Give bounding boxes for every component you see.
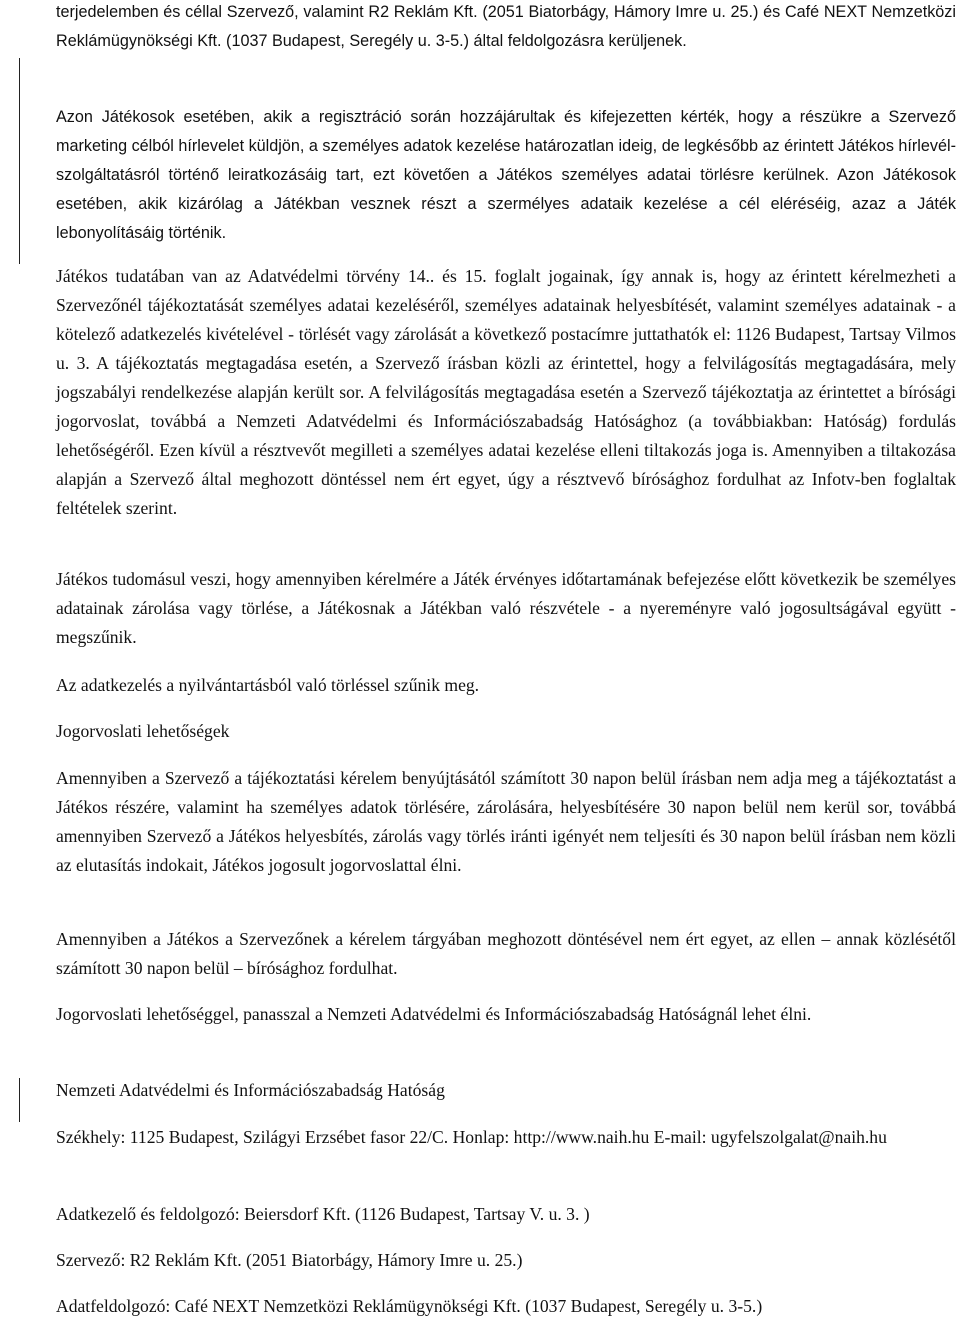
data-processor-line: Adatfeldolgozó: Café NEXT Nemzetközi Reklámügynökségi Kft. (1037 Budapest, Seregély u. 3-5.) (56, 1296, 763, 1316)
paragraph-complaint-authority: Jogorvoslati lehetőséggel, panasszal a Nemzeti Adatvédelmi és Információszabadság Hatóságnál lehet élni. (56, 1004, 812, 1024)
paragraph-early-termination: Játékos tudomásul veszi, hogy amennyiben kérelmére a Játék érvényes időtartamának befejezése előtt következik be személyes adatainak zárolása vagy törlése, a Játékosnak a Játékban való részvétele - a nyereményre való jogosultságával együtt - megszűnik. (56, 569, 956, 647)
paragraph-deletion: Az adatkezelés a nyilvántartásból való törléssel szűnik meg. (56, 675, 480, 695)
heading-legal-remedies: Jogorvoslati lehetőségek (56, 721, 230, 741)
paragraph-remedy-conditions: Amennyiben a Szervező a tájékoztatási kérelem benyújtásától számított 30 napon belül írásban nem adja meg a tájékoztatást a Játékos részére, valamint ha személyes adatok törlésére, zárolására, helyesbítésére 30 napon belül nem kerül sor, továbbá amennyiben Szervező a Játékos helyesbítés, zárolás vagy törlés iránti igényét nem teljesíti és 30 napon belül írásban nem közli az elutasítás indokait, Játékos jogosult jogorvoslattal élni. (56, 768, 956, 875)
paragraph-intro-continuation: terjedelemben és céllal Szervező, valamint R2 Reklám Kft. (2051 Biatorbágy, Hámory Imre u. 25.) és Café NEXT Nemzetközi Reklámügynökségi Kft. (1037 Budapest, Seregély u. 3-5.) által feldolgozásra kerüljenek. (56, 3, 956, 50)
margin-change-bar (19, 58, 20, 264)
margin-change-bar (19, 1078, 20, 1122)
authority-name: Nemzeti Adatvédelmi és Információszabadság Hatóság (56, 1080, 445, 1100)
paragraph-newsletter-retention: Azon Játékosok esetében, akik a regisztráció során hozzájárultak és kifejezetten kérték, hogy a részükre a Szervező marketing célból hírlevelet küldjön, a személyes adatok kezelése határozatlan ideig, de legkésőbb az érintett Játékos hírlevél-szolgáltatásról történő leiratkozásáig tart, ezt követően a Játékos személyes adatai törlésre kerülnek. Azon Játékosok esetében, akik kizárólag a Játékban vesznek részt a szermélyes adataik kezelése a cél eléréséig, azaz a Játék lebonyolításáig történik. (56, 108, 956, 242)
paragraph-player-rights: Játékos tudatában van az Adatvédelmi törvény 14.. és 15. foglalt jogainak, így annak is, hogy az érintett kérelmezheti a Szervezőnél tájékoztatását személyes adatai kezeléséről, személyes adatainak helyesbítését, valamint személyes adatainak - a kötelező adatkezelés kivételével - törlését vagy zárolását a következő postacímre juttathatók el: 1126 Budapest, Tartsay Vilmos u. 3. A tájékoztatás megtagadása esetén, a Szervező írásban közli az érintettel, hogy a felvilágosítás megtagadására, mely jogszabályi rendelkezése alapján került sor. A felvilágosítás megtagadása esetén a Szervező tájékoztatja az érintettet a bírósági jogorvoslat, továbbá a Nemzeti Adatvédelmi és Információszabadság Hatósághoz (a továbbiakban: Hatóság) fordulás lehetőségéről. Ezen kívül a résztvevőt megilleti a személyes adatai kezelése elleni tiltakozás joga is. Amennyiben a tiltakozása alapján a Szervező által meghozott döntéssel nem ért egyet, úgy a résztvevő bírósághoz fordulhat az Infotv-ben foglaltak feltételek szerint. (56, 266, 956, 518)
organizer-line: Szervező: R2 Reklám Kft. (2051 Biatorbágy, Hámory Imre u. 25.) (56, 1250, 523, 1270)
paragraph-court-appeal: Amennyiben a Játékos a Szervezőnek a kérelem tárgyában meghozott döntésével nem ért egyet, az ellen – annak közlésétől számított 30 napon belül – bírósághoz fordulhat. (56, 929, 956, 978)
data-controller-line: Adatkezelő és feldolgozó: Beiersdorf Kft. (1126 Budapest, Tartsay V. u. 3. ) (56, 1204, 590, 1224)
authority-contact: Székhely: 1125 Budapest, Szilágyi Erzsébet fasor 22/C. Honlap: http://www.naih.hu E-mail: ugyfelszolgalat@naih.hu (56, 1127, 887, 1147)
